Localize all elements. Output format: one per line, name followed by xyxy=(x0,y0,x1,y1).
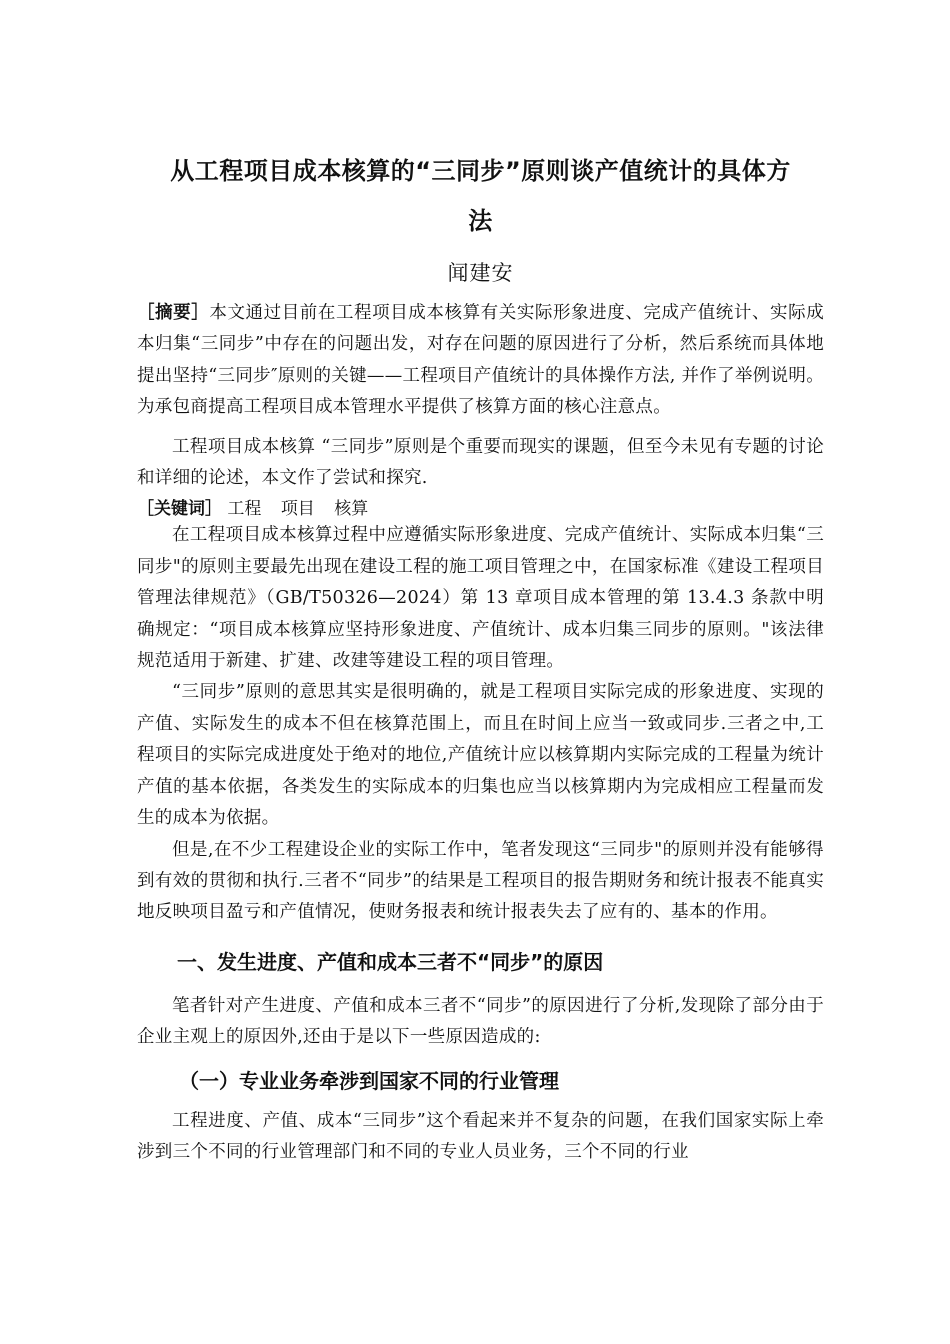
subsection-heading: （一）专业业务牵涉到国家不同的行业管理 xyxy=(179,1068,559,1093)
keyword-term: 核算 xyxy=(334,499,369,520)
keyword-term: 工程 xyxy=(227,499,262,520)
section-paragraph: 笔者针对产生进度、产值和成本三者不“同步”的原因进行了分析,发现除了部分由于企业主观上的原因外,还由于是以下一些原因造成的: xyxy=(137,995,824,1048)
keywords-label: ［关键词］ xyxy=(137,499,222,520)
keyword-term: 项目 xyxy=(280,499,315,520)
body-paragraph: “三同步”原则的意思其实是很明确的，就是工程项目实际完成的形象进度、实现的产值、实际发生的成本不但在核算范围上，而且在时间上应当一致或同步.三者之中,工程项目的实际完成进度处于绝对的地位,产值统计应以核算期内实际完成的工程量为统计产值的基本依据，各类发生的实际成本的归集也应当以核算期内为完成相应工程量而发生的成本为依据。 xyxy=(137,682,824,829)
body-paragraph: 在工程项目成本核算过程中应遵循实际形象进度、完成产值统计、实际成本归集“三同步"的原则主要最先出现在建设工程的施工项目管理之中，在国家标准《建设工程项目管理法律规范》（GB/T50326—2024）第 13 章项目成本管理的第 13.4.3 条款中明确规定：“项目成本核算应坚持形象进度、产值统计、成本归集三同步的原则。"该法律规范适用于新建、扩建、改建等建设工程的项目管理。 xyxy=(137,525,824,672)
document-body xyxy=(137,146,824,1168)
author-name: 闻建安 xyxy=(447,261,514,285)
subsection-paragraph: 工程进度、产值、成本“三同步”这个看起来并不复杂的问题，在我们国家实际上牵涉到三个不同的行业管理部门和不同的专业人员业务，三个不同的行业 xyxy=(137,1110,824,1162)
abstract-paragraph xyxy=(137,298,824,424)
intro-paragraph: 工程项目成本核算 “三同步”原则是个重要而现实的课题，但至今未见有专题的讨论和详细的论述，本文作了尝试和探究. xyxy=(137,436,824,489)
abstract-label: ［摘要］ xyxy=(137,303,210,323)
document-title xyxy=(137,146,824,246)
title-line-2: 法 xyxy=(468,207,493,235)
keywords-line xyxy=(137,498,824,520)
section-heading: 一、发生进度、产值和成本三者不“同步”的原因 xyxy=(177,949,604,974)
abstract-text: 本文通过目前在工程项目成本核算有关实际形象进度、完成产值统计、实际成本归集“三同步”中存在的问题出发，对存在问题的原因进行了分析，然后系统而具体地提出坚持“三同步″原则的关键——工程项目产值统计的具体操作方法, 并作了举例说明。为承包商提高工程项目成本管理水平提供了核算方面的核心注意点。 xyxy=(137,303,825,418)
body-paragraph: 但是,在不少工程建设企业的实际工作中，笔者发现这“三同步"的原则并没有能够得到有效的贯彻和执行.三者不“同步”的结果是工程项目的报告期财务和统计报表不能真实地反映项目盈亏和产值情况，使财务报表和统计报表失去了应有的、基本的作用。 xyxy=(137,839,824,923)
title-line-1: 从工程项目成本核算的“三同步”原则谈产值统计的具体方 xyxy=(170,157,791,185)
